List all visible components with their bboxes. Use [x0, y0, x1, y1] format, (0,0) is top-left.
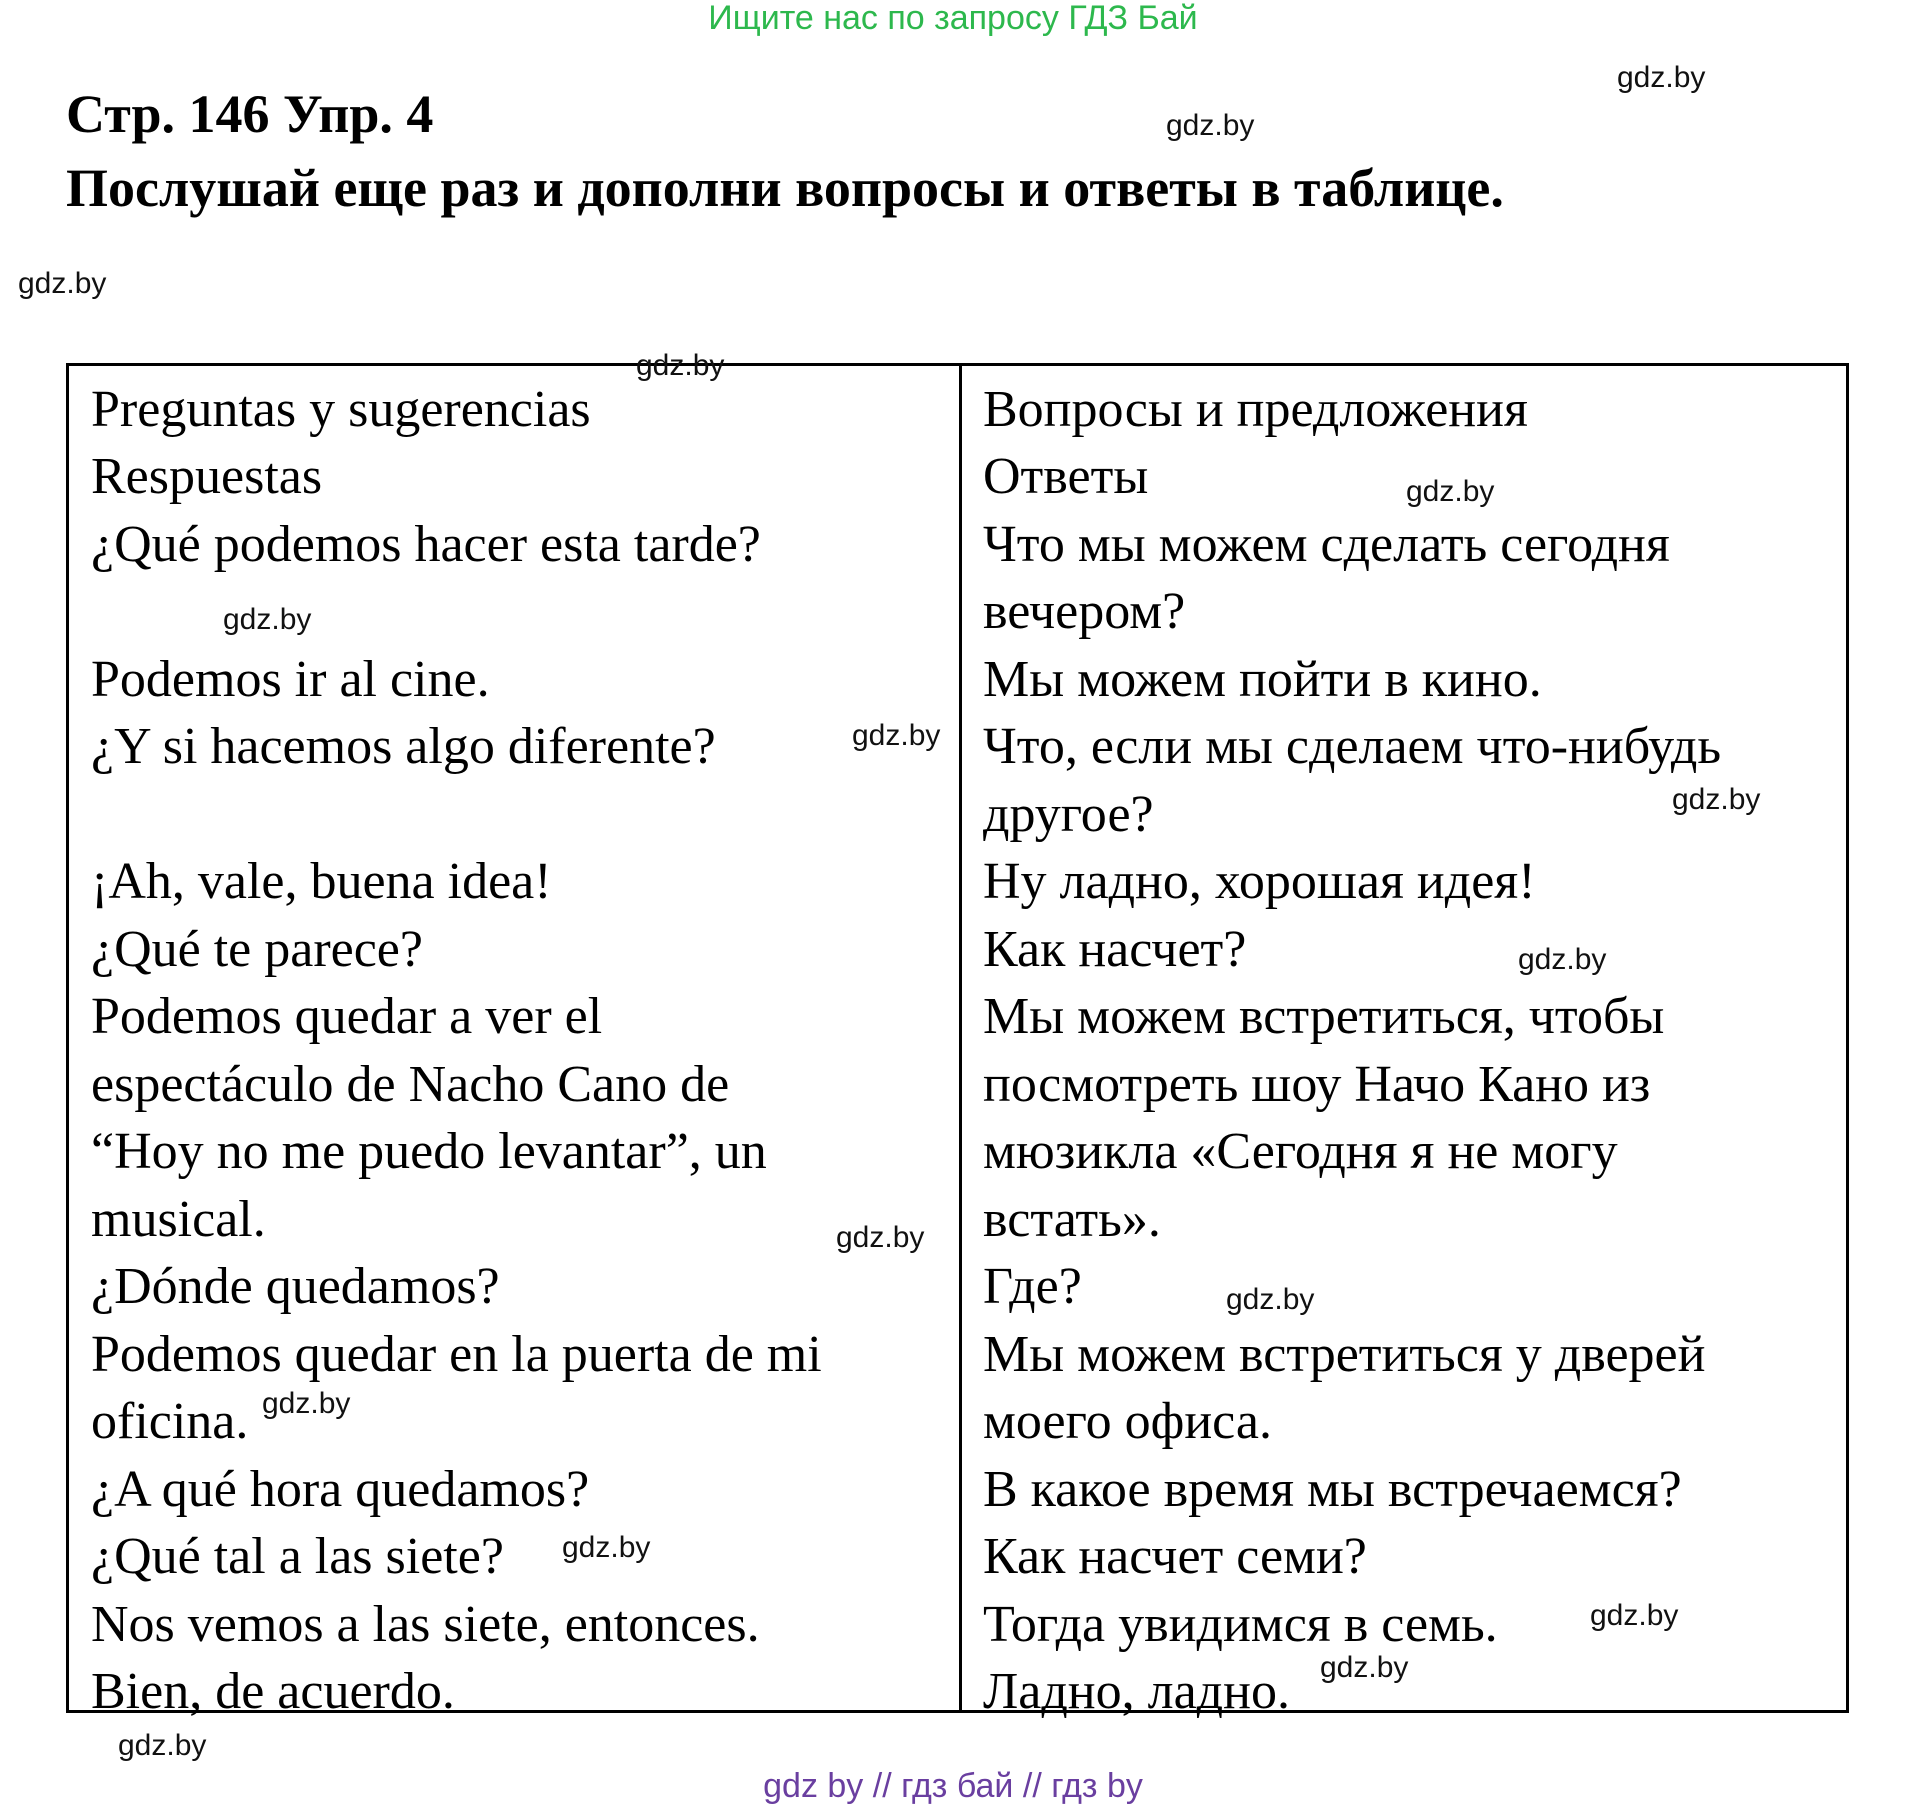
table-line: musical.	[91, 1191, 266, 1248]
watermark: gdz.by	[852, 719, 941, 752]
table-line: Bien, de acuerdo.	[91, 1663, 455, 1720]
table-line: espectáculo de Nacho Cano de	[91, 1056, 730, 1113]
watermark: gdz.by	[836, 1221, 925, 1254]
table-line: вечером?	[983, 583, 1186, 640]
table-line: Nos vemos a las siete, entonces.	[91, 1596, 760, 1653]
table-line: ¿Qué te parece?	[91, 921, 423, 978]
search-banner: Ищите нас по запросу ГДЗ Бай	[708, 0, 1198, 37]
watermark: gdz.by	[562, 1531, 651, 1564]
watermark: gdz.by	[1406, 475, 1495, 508]
table-line: Что, если мы сделаем что-нибудь	[983, 718, 1722, 775]
table-line: “Hoy no me puedo levantar”, un	[91, 1123, 767, 1180]
table-line: Ответы	[983, 448, 1149, 505]
footer-links: gdz by // гдз бай // гдз by	[763, 1767, 1143, 1805]
table-line: ¿Dónde quedamos?	[91, 1258, 500, 1315]
task-instruction: Послушай еще раз и дополни вопросы и ответы в таблице.	[66, 158, 1504, 218]
table-line: Podemos quedar a ver el	[91, 988, 603, 1045]
table-line: ¿Qué podemos hacer esta tarde?	[91, 516, 761, 573]
table-line: Что мы можем сделать сегодня	[983, 516, 1670, 573]
watermark: gdz.by	[1518, 943, 1607, 976]
table-line: Podemos quedar en la puerta de mi	[91, 1326, 822, 1383]
table-line: Где?	[983, 1258, 1082, 1315]
table-line: Мы можем встретиться у дверей	[983, 1326, 1706, 1383]
table-line: ¿Qué tal a las siete?	[91, 1528, 504, 1585]
watermark: gdz.by	[1590, 1599, 1679, 1632]
table-line: Respuestas	[91, 448, 323, 505]
watermark: gdz.by	[1166, 109, 1255, 142]
table-line: ¿Y si hacemos algo diferente?	[91, 718, 716, 775]
table-line: Как насчет?	[983, 921, 1247, 978]
table-line: Вопросы и предложения	[983, 381, 1528, 438]
watermark: gdz.by	[118, 1729, 207, 1762]
table-line: Как насчет семи?	[983, 1528, 1367, 1585]
table-line: ¿A qué hora quedamos?	[91, 1461, 590, 1518]
table-line: Ладно, ладно.	[983, 1663, 1290, 1720]
table-line: Podemos ir al cine.	[91, 651, 490, 708]
table-line: встать».	[983, 1191, 1161, 1248]
watermark: gdz.by	[1226, 1283, 1315, 1316]
table-line: посмотреть шоу Начо Кано из	[983, 1056, 1651, 1113]
watermark: gdz.by	[18, 267, 107, 300]
table-line: ¡Ah, vale, buena idea!	[91, 853, 552, 910]
watermark: gdz.by	[262, 1387, 351, 1420]
watermark: gdz.by	[1672, 783, 1761, 816]
table-line: другое?	[983, 786, 1154, 843]
watermark: gdz.by	[223, 603, 312, 636]
table-line: Preguntas y sugerencias	[91, 381, 591, 438]
watermark: gdz.by	[1617, 61, 1706, 94]
column-divider	[959, 366, 962, 1710]
watermark: gdz.by	[636, 349, 725, 382]
table-line: Мы можем пойти в кино.	[983, 651, 1542, 708]
page-title: Стр. 146 Упр. 4	[66, 84, 434, 144]
answer-table	[66, 363, 1849, 1720]
table-line: моего офиса.	[983, 1393, 1272, 1450]
table-line: В какое время мы встречаемся?	[983, 1461, 1682, 1518]
table-line: Тогда увидимся в семь.	[983, 1596, 1498, 1653]
table-line: Мы можем встретиться, чтобы	[983, 988, 1665, 1045]
table-line: oficina.	[91, 1393, 249, 1450]
table-line: мюзикла «Сегодня я не могу	[983, 1123, 1618, 1180]
watermark: gdz.by	[1320, 1651, 1409, 1684]
table-line: Ну ладно, хорошая идея!	[983, 853, 1536, 910]
